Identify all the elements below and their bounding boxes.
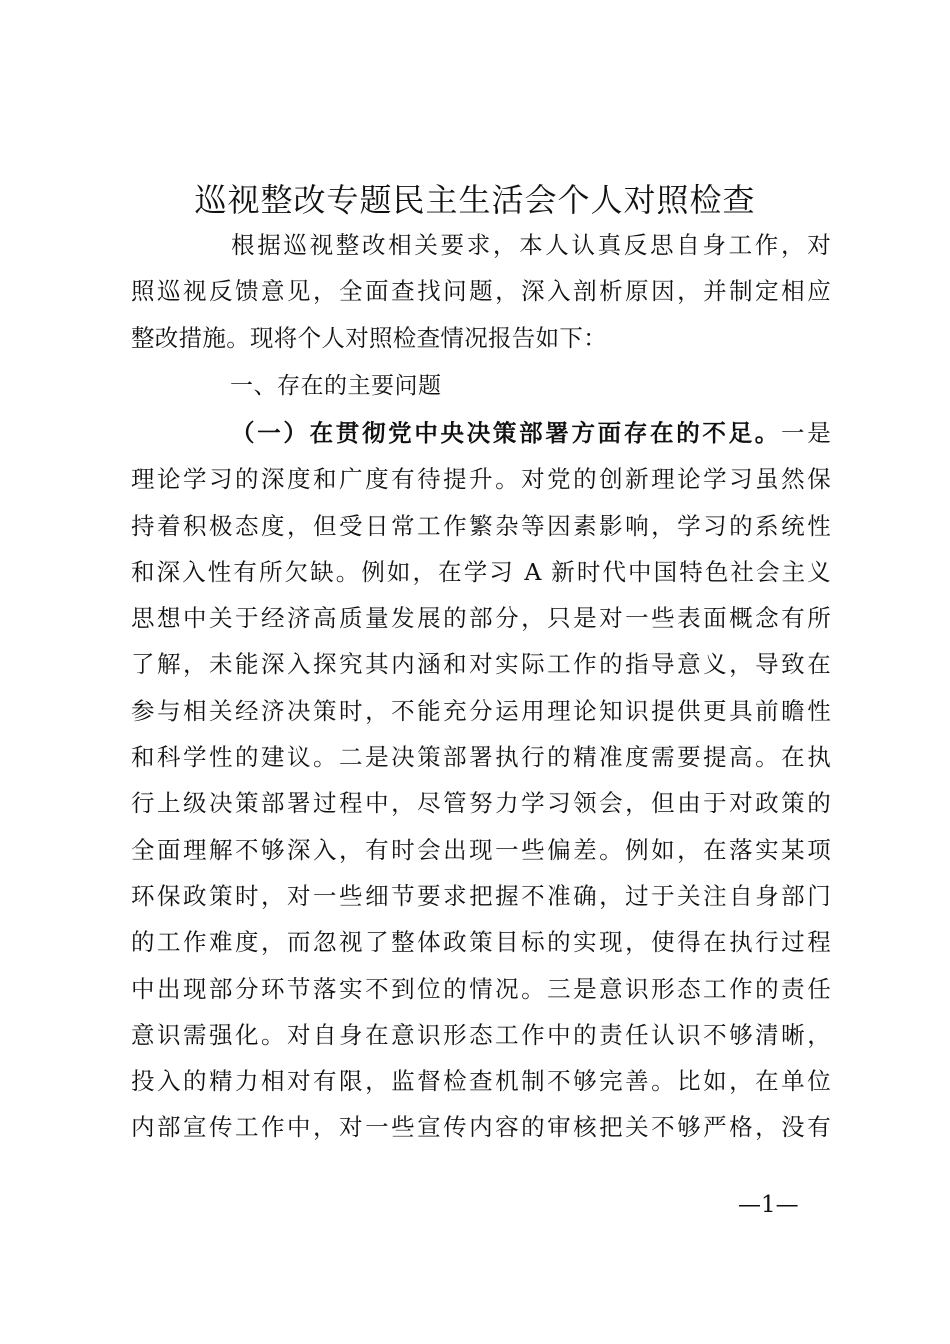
page-number: —1— [738,1192,799,1218]
section-heading: 一、存在的主要问题 [230,373,442,399]
intro-line: 根据巡视整改相关要求，本人认真反思自身工作，对 [231,231,831,259]
paragraph-line: 和科学性的建议。二是决策部署执行的精准度需要提高。在执 [131,743,831,772]
paragraph-first-rest: 一是 [781,419,831,447]
document-title: 巡视整改专题民主生活会个人对照检查 [194,181,756,219]
paragraph-line: 行上级决策部署过程中，尽管努力学习领会，但由于对政策的 [131,789,831,818]
paragraph-line: 意识需强化。对自身在意识形态工作中的责任认识不够清晰， [131,1020,831,1049]
paragraph-line: 环保政策时，对一些细节要求把握不准确，过于关注自身部门 [131,881,831,910]
paragraph-line: 了解，未能深入探究其内涵和对实际工作的指导意义，导致在 [131,650,831,679]
paragraph-line: 理论学习的深度和广度有待提升。对党的创新理论学习虽然保 [131,465,831,494]
paragraph-line: 参与相关经济决策时，不能充分运用理论知识提供更具前瞻性 [131,696,831,725]
paragraph-line: 的工作难度，而忽视了整体政策目标的实现，使得在执行过程 [131,928,831,957]
subsection-lead: （一）在贯彻党中央决策部署方面存在的不足。 [231,419,781,447]
paragraph-line: 全面理解不够深入，有时会出现一些偏差。例如，在落实某项 [131,835,831,864]
paragraph-line: 持着积极态度，但受日常工作繁杂等因素影响，学习的系统性 [131,511,831,540]
paragraph-line: 中出现部分环节落实不到位的情况。三是意识形态工作的责任 [131,974,831,1003]
paragraph-line: 和深入性有所欠缺。例如，在学习 A 新时代中国特色社会主义 [131,557,831,586]
paragraph-line: 内部宣传工作中，对一些宣传内容的审核把关不够严格，没有 [131,1113,831,1142]
intro-line: 照巡视反馈意见，全面查找问题，深入剖析原因，并制定相应 [131,277,831,306]
intro-line: 整改措施。现将个人对照检查情况报告如下： [131,323,607,352]
paragraph-line: 思想中关于经济高质量发展的部分，只是对一些表面概念有所 [131,604,831,633]
intro-paragraph [131,222,831,361]
paragraph-first-line [131,410,831,456]
paragraph-line: 投入的精力相对有限，监督检查机制不够完善。比如，在单位 [131,1067,831,1096]
subsection-paragraph [131,410,831,1151]
